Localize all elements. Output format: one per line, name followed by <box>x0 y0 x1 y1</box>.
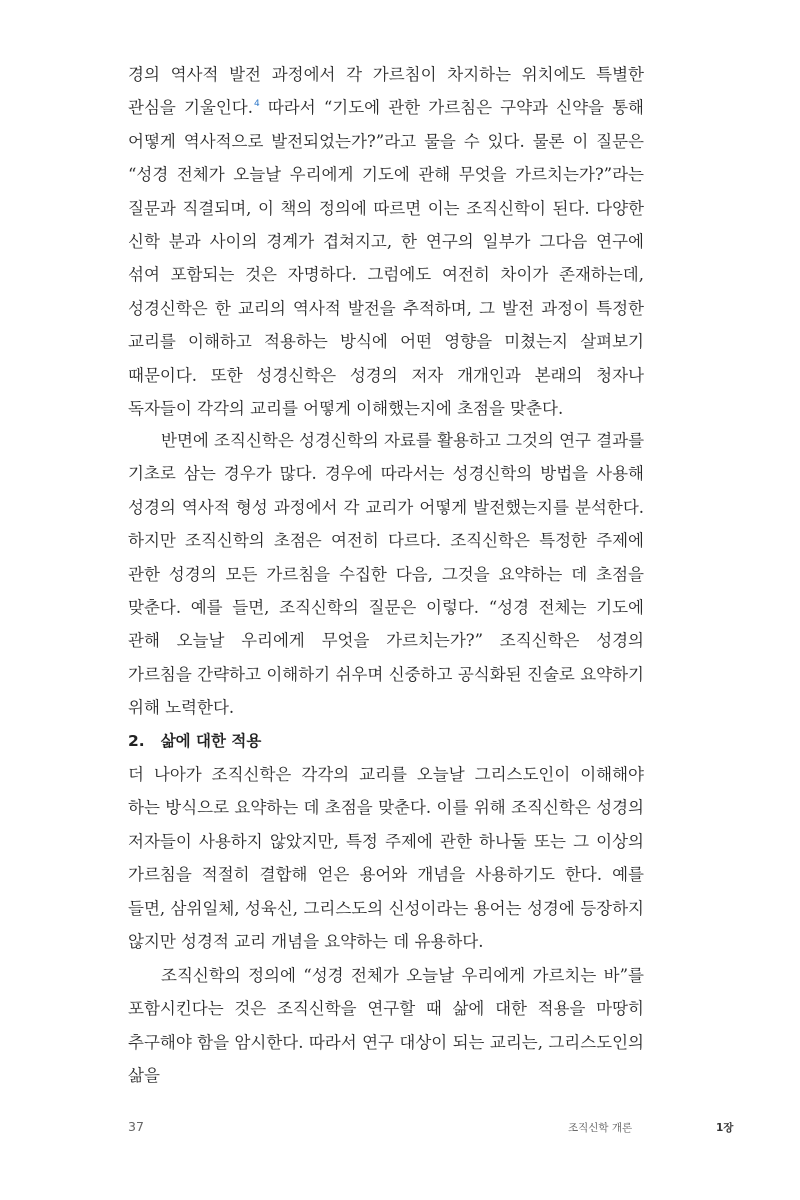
paragraph: 반면에 조직신학은 성경신학의 자료를 활용하고 그것의 연구 결과를 기초로 삼는 경우가 많다. 경우에 따라서는 성경신학의 방법을 사용해 성경의 역사적 형성 과정에서 각 교리가 어떻게 발전했는지를 분석한다. 하지만 조직신학의 초점은 여전히 다르다. 조직신학은 특정한 주제에 관한 성경의 모든 가르침을 수집한 다음, 그것을 요약하는 데 초점을 맞춘다. 예를 들면, 조직신학의 질문은 이렇다. “성경 전체는 기도에 관해 오늘날 우리에게 무엇을 가르치는가?” 조직신학은 성경의 가르침을 간략하고 이해하기 쉬우며 신중하고 공식화된 진술로 요약하기 위해 노력한다. <box>128 431 645 718</box>
body-text-block <box>128 959 644 1093</box>
page-footer <box>0 1119 800 1143</box>
body-text-block <box>128 424 644 725</box>
body-text-block <box>128 758 644 958</box>
section-title: 삶에 대한 적용 <box>160 732 262 750</box>
section-number: 2. <box>128 732 145 750</box>
running-title: 조직신학 개론 <box>568 1122 633 1134</box>
paragraph <box>128 58 644 425</box>
paragraph: 조직신학의 정의에 “성경 전체가 오늘날 우리에게 가르치는 바”를 포함시킨다는 것은 조직신학을 연구할 때 삶에 대한 적용을 마땅히 추구해야 함을 암시한다. 따라서 연구 대상이 되는 교리는, 그리스도인의 삶을 <box>128 966 644 1086</box>
paragraph-text: 경의 역사적 발전 과정에서 각 가르침이 차지하는 위치에도 특별한 관심을 기울인다. <box>128 65 644 118</box>
section-heading <box>128 729 261 753</box>
footnote-marker[interactable]: 4 <box>253 99 260 110</box>
page-number: 37 <box>128 1119 144 1134</box>
chapter-label: 1장 <box>716 1122 734 1134</box>
paragraph: 더 나아가 조직신학은 각각의 교리를 오늘날 그리스도인이 이해해야 하는 방식으로 요약하는 데 초점을 맞춘다. 이를 위해 조직신학은 성경의 저자들이 사용하지 않았지만, 특정 주제에 관한 하나둘 또는 그 이상의 가르침을 적절히 결합해 얻은 용어와 개념을 사용하기도 한다. 예를 들면, 삼위일체, 성육신, 그리스도의 신성이라는 용어는 성경에 등장하지 않지만 성경적 교리 개념을 요약하는 데 유용하다. <box>128 765 644 952</box>
body-text-block <box>128 58 644 425</box>
paragraph-text: 따라서 “기도에 관한 가르침은 구약과 신약을 통해 어떻게 역사적으로 발전되었는가?”라고 물을 수 있다. 물론 이 질문은 “성경 전체가 오늘날 우리에게 기도에 관해 무엇을 가르치는가?”라는 질문과 직결되며, 이 책의 정의에 따르면 이는 조직신학이 된다. 다양한 신학 분과 사이의 경계가 겹쳐지고, 한 연구의 일부가 그다음 연구에 섞여 포함되는 것은 자명하다. 그럼에도 여전히 차이가 존재하는데, 성경신학은 한 교리의 역사적 발전을 추적하며, 그 발전 과정이 특정한 교리를 이해하고 적용하는 방식에 어떤 영향을 미쳤는지 살펴보기 때문이다. 또한 성경신학은 성경의 저자 개개인과 본래의 청자나 독자들이 각각의 교리를 어떻게 이해했는지에 초점을 맞춘다. <box>128 98 644 419</box>
